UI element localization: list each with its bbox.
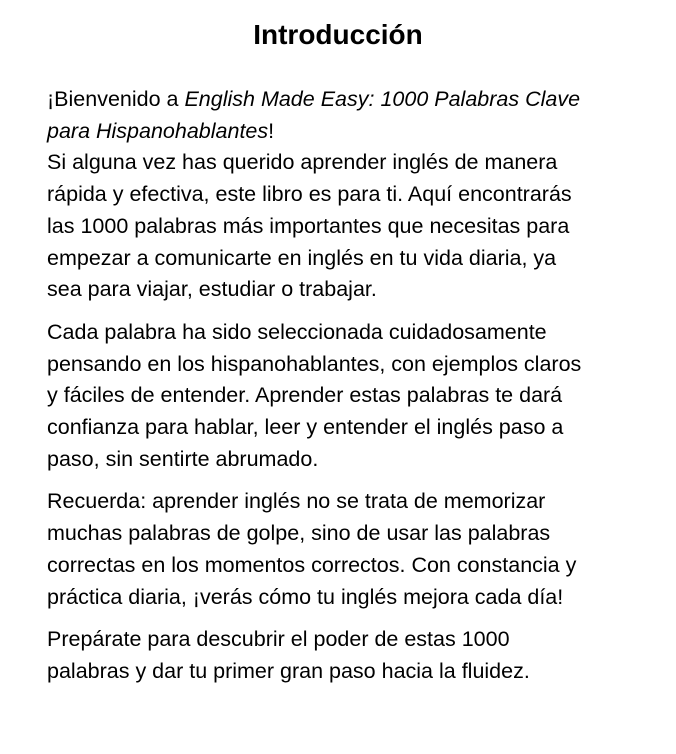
paragraph-closing xyxy=(47,624,667,687)
text: ¡Bienvenido a xyxy=(47,87,185,111)
paragraph-selection xyxy=(47,317,667,476)
paragraph-reminder xyxy=(47,486,667,613)
line: palabras y dar tu primer gran paso hacia la fluidez. xyxy=(47,658,530,683)
line: paso, sin sentirte abrumado. xyxy=(47,446,319,471)
line: Si alguna vez has querido aprender inglés de manera xyxy=(47,150,558,175)
text: ! xyxy=(268,118,275,143)
paragraph-welcome xyxy=(47,84,667,306)
line: Recuerda: aprender inglés no se trata de memorizar xyxy=(47,489,546,514)
line: sea para viajar, estudiar o trabajar. xyxy=(47,277,377,302)
book-title: English Made Easy: 1000 Palabras Clave xyxy=(184,87,581,111)
line: Cada palabra ha sido seleccionada cuidadosamente xyxy=(47,319,547,344)
line: Prepárate para descubrir el poder de estas 1000 xyxy=(47,627,510,652)
line: y fáciles de entender. Aprender estas palabras te dará xyxy=(47,383,563,408)
line: las 1000 palabras más importantes que necesitas para xyxy=(47,213,570,238)
line xyxy=(47,84,667,116)
document-body xyxy=(47,84,667,699)
line: práctica diaria, ¡verás cómo tu inglés mejora cada día! xyxy=(47,584,564,609)
page-title: Introducción xyxy=(253,19,423,50)
line: muchas palabras de golpe, sino de usar las palabras xyxy=(47,521,551,546)
book-title: para Hispanohablantes xyxy=(47,118,269,143)
line xyxy=(47,116,667,148)
line: pensando en los hispanohablantes, con ejemplos claros xyxy=(47,351,582,376)
line: correctas en los momentos correctos. Con constancia y xyxy=(47,552,577,577)
line: confianza para hablar, leer y entender el inglés paso a xyxy=(47,415,564,440)
line: empezar a comunicarte en inglés en tu vida diaria, ya xyxy=(47,245,557,270)
line: rápida y efectiva, este libro es para ti. Aquí encontrarás xyxy=(47,182,572,207)
